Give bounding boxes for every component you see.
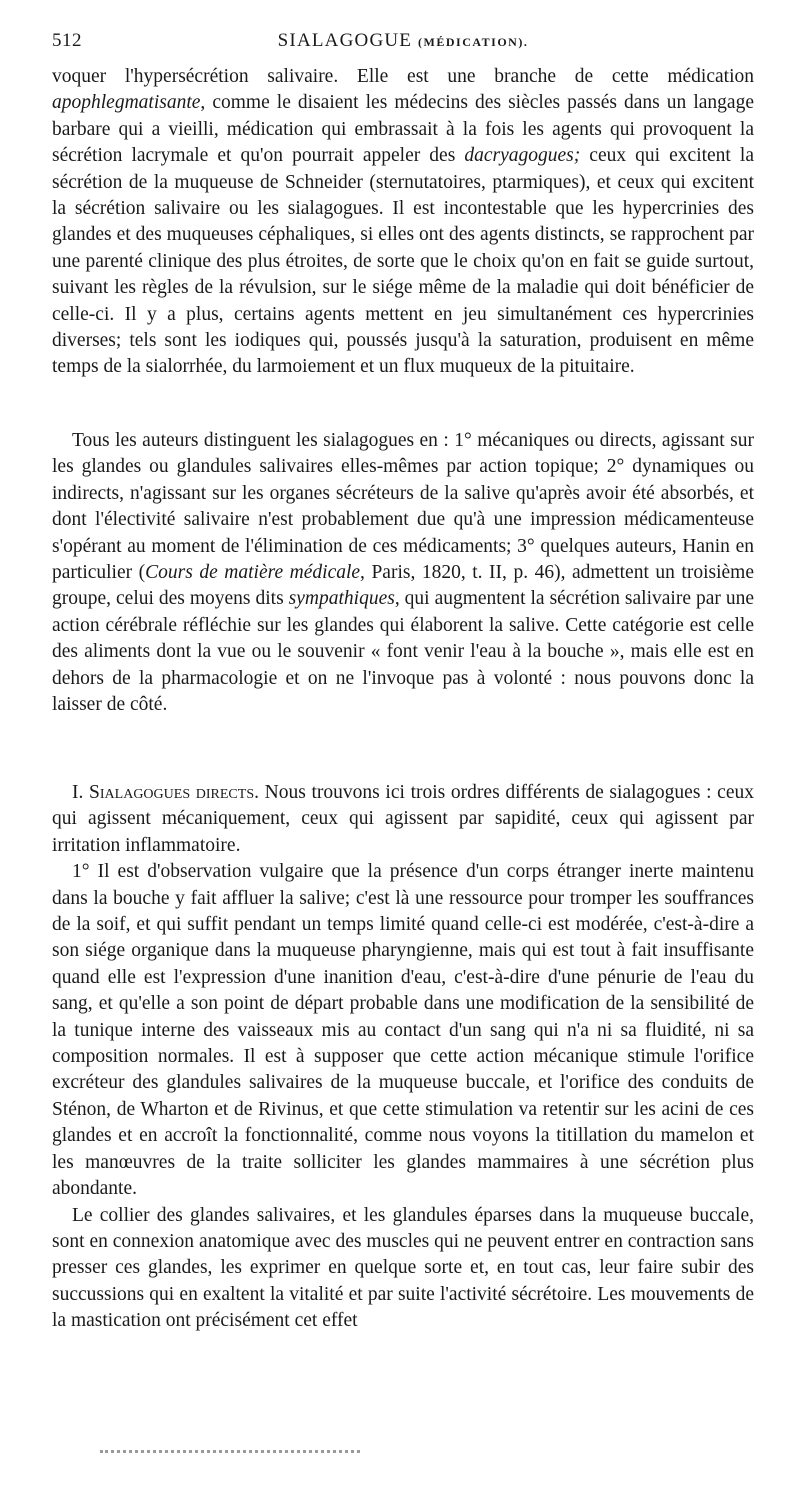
intro-text-1: voquer l'hypersécrétion salivaire. Elle est une branche de cette médication	[52, 66, 754, 87]
categories-text-2: , Paris, 1820, t. II, p. 46), admettent un troisième groupe, celui des moyens dits	[52, 562, 754, 610]
intro-text-3: ceux qui excitent la sécrétion de la muqueuse de Schneider (sternutatoires, ptarmiques), et ceux qui excitent la sécrétion salivaire ou les sialagogues. Il est incontestable que les hypercrinies des glandes et des muqueuses céphaliques, si elles ont des agents distincts, se rapprochent par une parenté clinique des plus étroites, de sorte que le choix qu'on en fait se guide surtout, suivant les règles de la révulsion, sur le siége même de la maladie qui doit bénéficier de celle-ci. Il y a plus, certains agents mettent en jeu simultanément ces hypercrinies diverses; tels sont les iodiques qui, poussés jusqu'à la saturation, produisent en même temps de la sialorrhée, du larmoiement et un flux muqueux de la pituitaire.	[52, 145, 754, 378]
categories-citation-title: Cours de matière médicale	[145, 562, 361, 584]
section-block	[52, 780, 754, 1335]
section-intro-text: Nous trouvons ici trois ordres différents de sialagogues : ceux qui agissent mécaniquement, ceux qui agissent par sapidité, ceux qui agissent par irritation inflammatoire.	[52, 782, 754, 856]
running-title	[52, 30, 754, 52]
section-paragraph-mechanical: 1° Il est d'observation vulgaire que la présence d'un corps étranger inerte maintenu dans la bouche y fait affluer la salive; c'est là une ressource pour tromper les souffrances de la soif, et qui suffit pendant un temps limité quand celle-ci est modérée, c'est-à-dire a son siége organique dans la muqueuse pharyngienne, mais qui est tout à fait insuffisante quand elle est l'expression d'une inanition d'eau, c'est-à-dire d'une pénurie de l'eau du sang, et qu'elle a son point de départ probable dans une modification de la sensibilité de la tunique interne des vaisseaux mis au contact d'un sang qui n'a ni sa fluidité, ni sa composition normales. Il est à supposer que cette action mécanique stimule l'orifice excréteur des glandules salivaires de la muqueuse buccale, et l'orifice des conduits de Sténon, de Wharton et de Rivinus, et que cette stimulation va retentir sur les acini de ces glandes et en accroît la fonctionnalité, comme nous voyons la titillation du mamelon et les manœuvres de la traite solliciter les glandes mammaires à une sécrétion plus abondante.	[52, 861, 754, 1200]
categories-block	[52, 428, 754, 718]
bottom-dotted-marks	[100, 1450, 360, 1457]
running-title-subtitle: (MÉDICATION).	[418, 35, 529, 49]
categories-text-1: Tous les auteurs distinguent les sialagogues en : 1° mécaniques ou directs, agissant sur les glandes ou glandules salivaires elles-mêmes par action topique; 2° dynamiques ou indirects, n'agissant sur les organes sécréteurs de la salive qu'après avoir été absorbés, et dont l'électivité salivaire n'est probablement due qu'à une impression médicamenteuse s'opérant au moment de l'élimination de ces médicaments; 3° quelques auteurs, Hanin en particulier (	[52, 430, 754, 584]
intro-text-2: , comme le disaient les médecins des siècles passés dans un langage barbare qui a vieilli, médication qui embrassait à la fois les agents qui provoquent la sécrétion lacrymale et qu'on pourrait appeler des	[52, 92, 754, 167]
categories-text-3: , qui augmentent la sécrétion salivaire par une action cérébrale réfléchie sur les glandes qui élaborent la salive. Cette catégorie est celle des aliments dont la vue ou le souvenir « font venir l'eau à la bouche », mais elle est en dehors de la pharmacologie et on ne l'invoque pas à volonté : nous pouvons donc la laisser de côté.	[52, 588, 754, 716]
categories-paragraph	[52, 428, 754, 718]
section-heading: I. Sialagogues directs.	[72, 782, 259, 803]
intro-italic-term-2: dacryagogues;	[464, 145, 581, 167]
intro-paragraph	[52, 64, 754, 381]
section-paragraph-glands: Le collier des glandes salivaires, et les glandules éparses dans la muqueuse buccale, sont en connexion anatomique avec des muscles qui ne peuvent entrer en contraction sans presser ces glandes, les exprimer en quelque sorte et, en tout cas, leur faire subir des succussions qui en exaltent la vitalité et par suite l'activité sécrétoire. Les mouvements de la mastication ont précisément cet effet	[52, 1204, 754, 1332]
intro-block	[52, 64, 754, 381]
running-head	[52, 30, 754, 60]
running-title-main: SIALAGOGUE	[277, 30, 413, 51]
section-intro-paragraph	[52, 780, 754, 859]
categories-italic-term: sympathiques	[288, 588, 395, 610]
page-number: 512	[52, 30, 82, 51]
intro-italic-term-1: apophlegmatisante	[52, 92, 201, 114]
